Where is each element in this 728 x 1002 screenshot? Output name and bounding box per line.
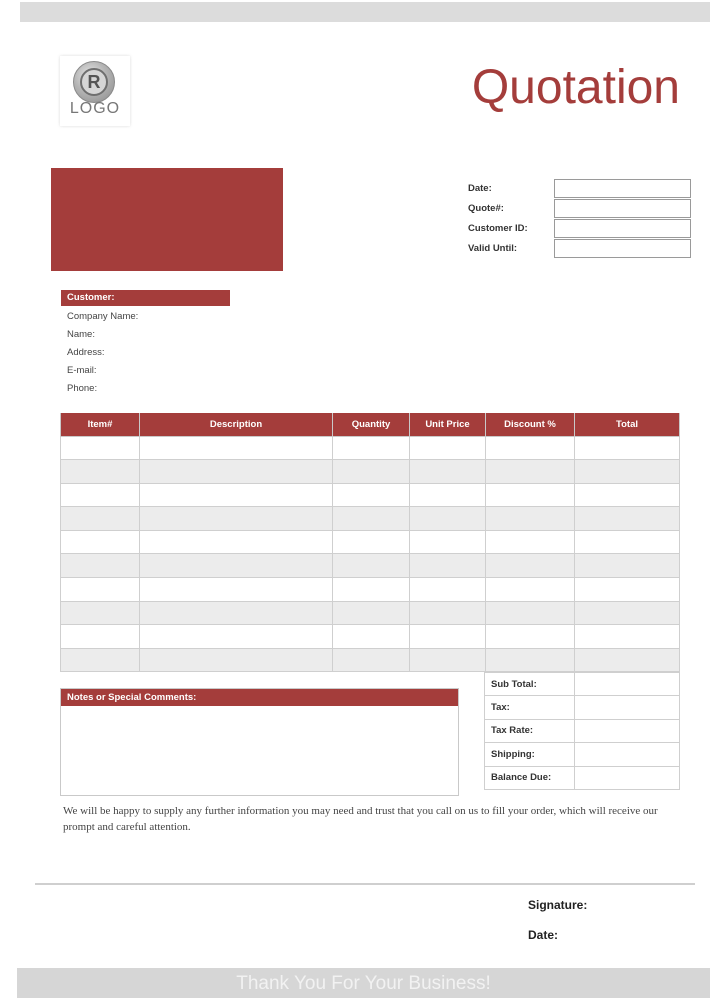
table-cell[interactable]	[575, 483, 680, 507]
items-header-row	[61, 413, 680, 436]
table-cell[interactable]	[486, 554, 575, 578]
table-cell[interactable]	[486, 625, 575, 649]
tax-label: Tax:	[485, 696, 575, 719]
column-header-unit-price: Unit Price	[410, 413, 486, 436]
notes-box[interactable]	[60, 688, 459, 796]
closing-text: We will be happy to supply any further information you may need and trust that you call on us to fill your order, which will receive our prompt and careful attention.	[63, 805, 658, 833]
date-label: Date:	[468, 182, 492, 194]
totals-row	[485, 673, 680, 696]
table-cell[interactable]	[140, 554, 333, 578]
signature-label: Signature:	[528, 898, 588, 912]
document-title: Quotation	[471, 61, 680, 114]
table-cell[interactable]	[575, 460, 680, 484]
table-cell[interactable]	[333, 554, 410, 578]
column-header-quantity: Quantity	[333, 413, 410, 436]
table-cell[interactable]	[410, 578, 486, 602]
table-cell[interactable]	[486, 460, 575, 484]
table-cell[interactable]	[61, 554, 140, 578]
registered-mark-icon: R	[73, 61, 115, 103]
table-cell[interactable]	[333, 648, 410, 672]
table-cell[interactable]	[140, 460, 333, 484]
table-cell[interactable]	[61, 601, 140, 625]
table-cell[interactable]	[333, 483, 410, 507]
meta-row-customer-id	[468, 218, 691, 238]
tax-rate-value[interactable]	[575, 719, 680, 742]
table-cell[interactable]	[333, 436, 410, 460]
column-header-item: Item#	[61, 413, 140, 436]
totals-row	[485, 766, 680, 789]
balance-due-label: Balance Due:	[485, 766, 575, 789]
table-cell[interactable]	[410, 601, 486, 625]
table-cell[interactable]	[140, 507, 333, 531]
table-row	[61, 648, 680, 672]
table-cell[interactable]	[575, 625, 680, 649]
subtotal-value[interactable]	[575, 673, 680, 696]
table-cell[interactable]	[575, 601, 680, 625]
table-row	[61, 554, 680, 578]
notes-heading: Notes or Special Comments:	[61, 689, 458, 706]
footer-banner: Thank You For Your Business!	[17, 968, 710, 998]
customer-company-name[interactable]: Company Name:	[67, 311, 139, 322]
table-cell[interactable]	[575, 554, 680, 578]
table-cell[interactable]	[61, 530, 140, 554]
table-cell[interactable]	[575, 648, 680, 672]
table-cell[interactable]	[333, 460, 410, 484]
sign-date-label: Date:	[528, 928, 559, 942]
quote-meta-table	[468, 178, 691, 258]
table-cell[interactable]	[486, 601, 575, 625]
table-cell[interactable]	[486, 483, 575, 507]
customer-phone[interactable]: Phone:	[67, 383, 98, 394]
top-band	[20, 2, 710, 22]
shipping-label: Shipping:	[485, 743, 575, 766]
table-cell[interactable]	[333, 507, 410, 531]
table-cell[interactable]	[410, 648, 486, 672]
table-cell[interactable]	[61, 460, 140, 484]
table-cell[interactable]	[575, 436, 680, 460]
table-cell[interactable]	[333, 601, 410, 625]
meta-row-date	[468, 178, 691, 198]
table-cell[interactable]	[61, 507, 140, 531]
customer-heading: Customer:	[61, 290, 230, 306]
valid-until-label: Valid Until:	[468, 242, 518, 254]
table-row	[61, 601, 680, 625]
table-cell[interactable]	[575, 507, 680, 531]
table-cell[interactable]	[410, 507, 486, 531]
table-cell[interactable]	[140, 483, 333, 507]
logo	[60, 56, 130, 126]
logo-text: LOGO	[69, 100, 121, 117]
totals-row	[485, 719, 680, 742]
customer-name[interactable]: Name:	[67, 329, 95, 340]
customer-email[interactable]: E-mail:	[67, 365, 97, 376]
table-cell[interactable]	[140, 601, 333, 625]
table-cell[interactable]	[486, 530, 575, 554]
table-cell[interactable]	[333, 530, 410, 554]
table-cell[interactable]	[575, 530, 680, 554]
meta-row-valid-until	[468, 238, 691, 258]
totals-table	[484, 672, 680, 790]
date-field[interactable]	[554, 179, 691, 198]
table-row	[61, 460, 680, 484]
table-cell[interactable]	[61, 648, 140, 672]
table-cell[interactable]	[140, 530, 333, 554]
table-cell[interactable]	[486, 648, 575, 672]
table-cell[interactable]	[61, 436, 140, 460]
table-cell[interactable]	[575, 578, 680, 602]
shipping-value[interactable]	[575, 743, 680, 766]
column-header-description: Description	[140, 413, 333, 436]
table-row	[61, 483, 680, 507]
table-row	[61, 436, 680, 460]
tax-rate-label: Tax Rate:	[485, 719, 575, 742]
totals-row	[485, 743, 680, 766]
table-cell[interactable]	[410, 460, 486, 484]
table-cell[interactable]	[486, 436, 575, 460]
table-cell[interactable]	[410, 530, 486, 554]
table-row	[61, 530, 680, 554]
table-cell[interactable]	[61, 625, 140, 649]
totals-row	[485, 696, 680, 719]
divider	[35, 883, 695, 885]
company-info-block[interactable]	[51, 168, 283, 271]
table-row	[61, 625, 680, 649]
valid-until-field[interactable]	[554, 239, 691, 258]
column-header-discount: Discount %	[486, 413, 575, 436]
quote-number-field[interactable]	[554, 199, 691, 218]
table-cell[interactable]	[410, 554, 486, 578]
quote-number-label: Quote#:	[468, 202, 504, 214]
customer-fields	[67, 309, 138, 399]
table-cell[interactable]	[140, 648, 333, 672]
tax-value[interactable]	[575, 696, 680, 719]
customer-address[interactable]: Address:	[67, 347, 105, 358]
subtotal-label: Sub Total:	[485, 673, 575, 696]
table-cell[interactable]	[486, 578, 575, 602]
table-cell[interactable]	[140, 578, 333, 602]
table-cell[interactable]	[61, 578, 140, 602]
table-cell[interactable]	[61, 483, 140, 507]
table-cell[interactable]	[486, 507, 575, 531]
column-header-total: Total	[575, 413, 680, 436]
meta-row-quote	[468, 198, 691, 218]
table-row	[61, 578, 680, 602]
table-cell[interactable]	[140, 436, 333, 460]
table-cell[interactable]	[410, 436, 486, 460]
customer-id-field[interactable]	[554, 219, 691, 238]
customer-id-label: Customer ID:	[468, 222, 528, 234]
table-cell[interactable]	[140, 625, 333, 649]
table-row	[61, 507, 680, 531]
table-cell[interactable]	[333, 625, 410, 649]
table-cell[interactable]	[410, 483, 486, 507]
table-cell[interactable]	[333, 578, 410, 602]
items-table	[60, 413, 680, 672]
table-cell[interactable]	[410, 625, 486, 649]
balance-due-value[interactable]	[575, 766, 680, 789]
